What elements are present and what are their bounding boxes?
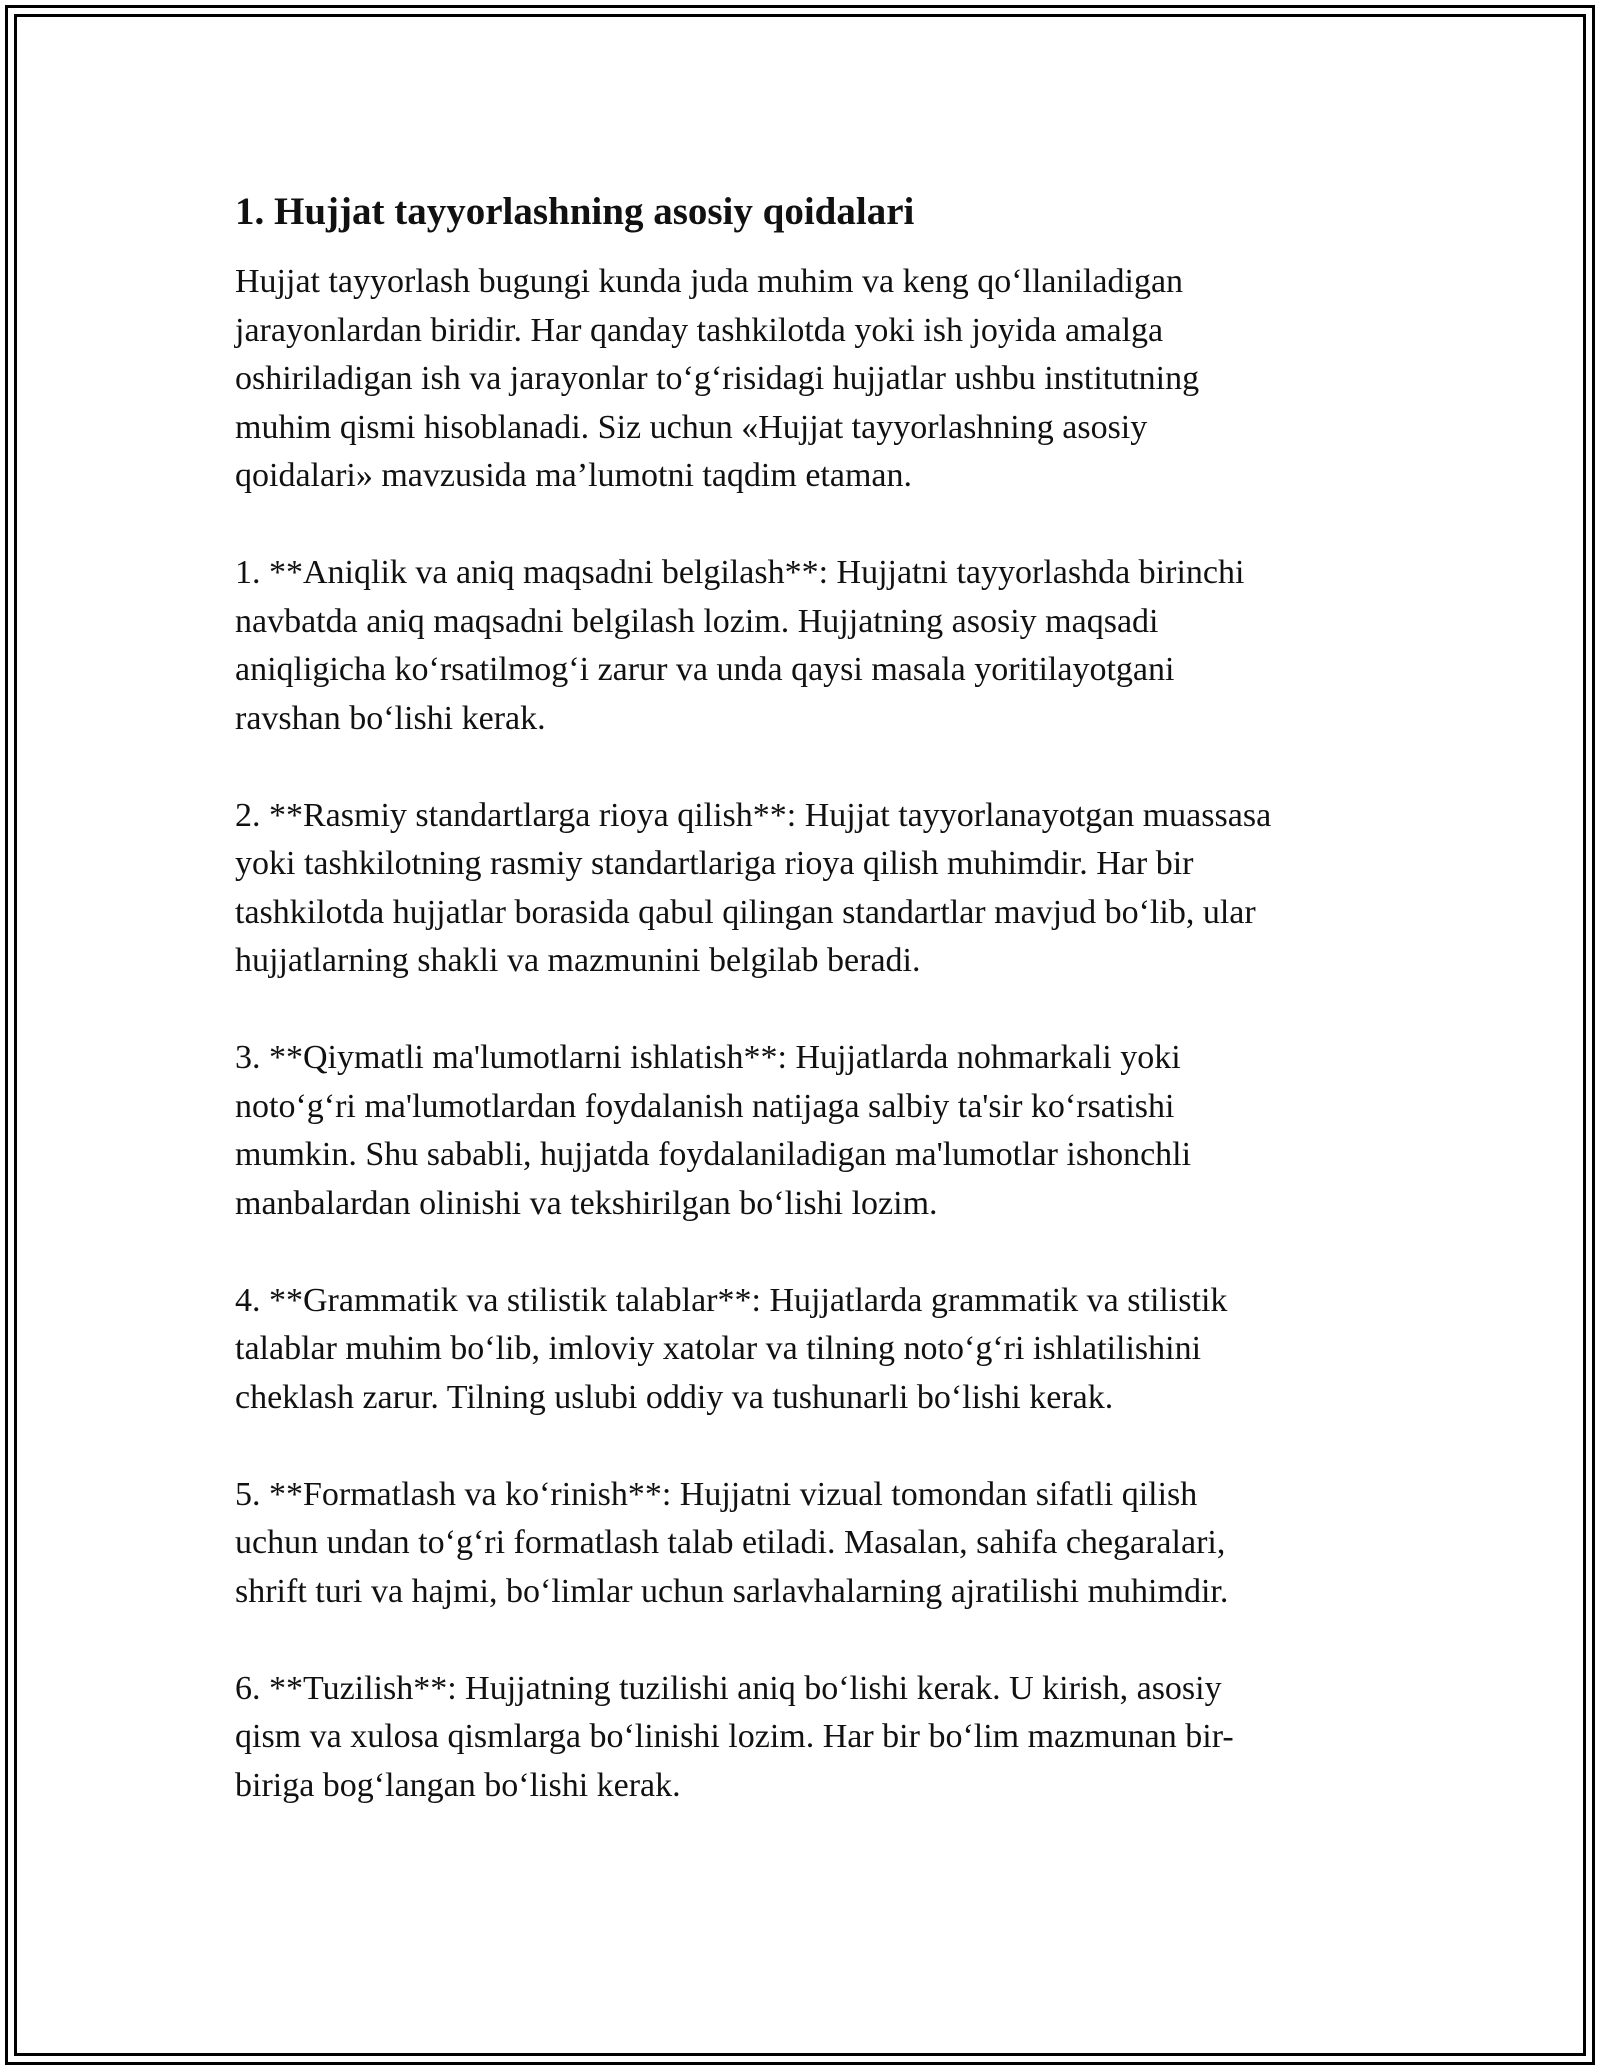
paragraph-rule-6 [235,1665,1365,1811]
paragraph-rule-2 [235,792,1365,986]
text-line: uchun undan toʻgʻri formatlash talab etiladi. Masalan, sahifa chegaralari, [235,1524,1226,1561]
text-line: jarayonlardan biridir. Har qanday tashkilotda yoki ish joyida amalga [235,311,1164,349]
paragraph-intro [235,258,1365,501]
text-line: qism va xulosa qismlarga boʻlinishi lozim. Har bir boʻlim mazmunan bir- [235,1718,1234,1755]
text-line: navbatda aniq maqsadni belgilash lozim. Hujjatning asosiy maqsadi [235,602,1159,640]
text-line: ravshan boʻlishi kerak. [235,699,546,737]
text-line: mumkin. Shu sababli, hujjatda foydalaniladigan ma'lumotlar ishonchli [235,1136,1192,1173]
text-line: biriga bogʻlangan boʻlishi kerak. [235,1766,681,1804]
paragraph-rule-4 [235,1277,1365,1423]
text-line: muhim qismi hisoblanadi. Siz uchun «Hujjat tayyorlashning asosiy [235,408,1148,446]
paragraph-rule-1 [235,549,1365,743]
document-title: 1. Hujjat tayyorlashning asosiy qoidalari [235,190,915,233]
text-line: 1. **Aniqlik va aniq maqsadni belgilash**: Hujjatni tayyorlashda birinchi [235,554,1245,591]
text-line: oshiriladigan ish va jarayonlar toʻgʻrisidagi hujjatlar ushbu institutning [235,360,1200,397]
text-line: hujjatlarning shakli va mazmunini belgilab beradi. [235,942,921,979]
text-line: cheklash zarur. Tilning uslubi oddiy va tushunarli boʻlishi kerak. [235,1378,1114,1416]
text-line: manbalardan olinishi va tekshirilgan boʻlishi lozim. [235,1184,938,1222]
text-line: aniqligicha koʻrsatilmogʻi zarur va unda qaysi masala yoritilayotgani [235,651,1175,688]
text-line: talablar muhim boʻlib, imloviy xatolar va tilning notoʻgʻri ishlatilishini [235,1330,1202,1367]
text-line: 6. **Tuzilish**: Hujjatning tuzilishi aniq boʻlishi kerak. U kirish, asosiy [235,1669,1222,1707]
paragraph-rule-3 [235,1034,1365,1228]
text-line: 3. **Qiymatli ma'lumotlarni ishlatish**: Hujjatlarda nohmarkali yoki [235,1039,1181,1076]
paragraph-rule-5 [235,1471,1365,1617]
text-line: yoki tashkilotning rasmiy standartlariga rioya qilish muhimdir. Har bir [235,845,1194,882]
text-line: notoʻgʻri ma'lumotlardan foydalanish natijaga salbiy ta'sir koʻrsatishi [235,1087,1175,1125]
text-line: tashkilotda hujjatlar borasida qabul qilingan standartlar mavjud boʻlib, ular [235,893,1256,931]
text-line: 4. **Grammatik va stilistik talablar**: Hujjatlarda grammatik va stilistik [235,1281,1228,1319]
text-line: Hujjat tayyorlash bugungi kunda juda muhim va keng qoʻllaniladigan [235,263,1184,300]
document-body [235,186,1365,1859]
text-line: qoidalari» mavzusida ma’lumotni taqdim etaman. [235,457,912,494]
text-line: 2. **Rasmiy standartlarga rioya qilish**: Hujjat tayyorlanayotgan muassasa [235,796,1272,834]
text-line: 5. **Formatlash va koʻrinish**: Hujjatni vizual tomondan sifatli qilish [235,1475,1198,1513]
text-line: shrift turi va hajmi, boʻlimlar uchun sarlavhalarning ajratilishi muhimdir. [235,1572,1229,1610]
